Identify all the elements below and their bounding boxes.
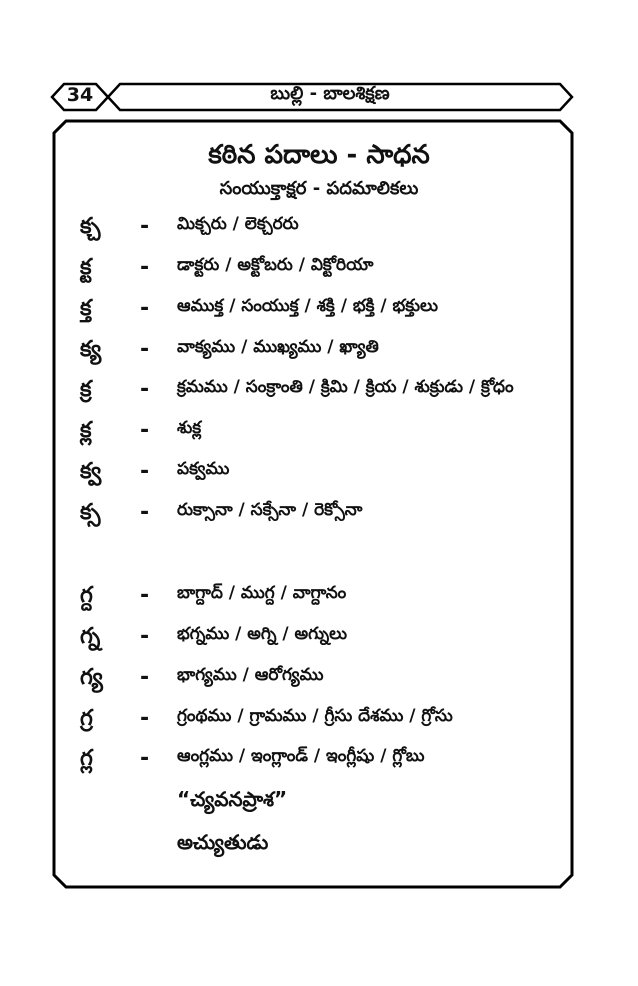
dash: - xyxy=(140,665,150,690)
list-item xyxy=(0,746,638,776)
word-list: క్రమము / సంక్రాంతి / క్రిమి / క్రియ / శుక్రుడు / క్రోధం xyxy=(177,377,514,397)
list-item xyxy=(0,296,638,326)
list-item xyxy=(0,706,638,736)
list-item xyxy=(0,337,638,367)
word-list: భాగ్యము / ఆరోగ్యము xyxy=(177,665,324,685)
list-item xyxy=(0,459,638,489)
conjunct-letter: క్త xyxy=(80,296,92,321)
conjunct-letter: క్ట xyxy=(80,255,92,280)
dash: - xyxy=(140,337,150,362)
dash: - xyxy=(140,624,150,649)
word-list: రుక్సానా / సక్సేనా / రెక్సోనా xyxy=(177,500,363,520)
conjunct-letter: గ్ర xyxy=(80,706,93,731)
dash: - xyxy=(140,583,150,608)
conjunct-letter: క్చ xyxy=(80,214,101,239)
list-item xyxy=(0,418,638,448)
conjunct-letter: గ్ద xyxy=(80,583,93,608)
extra-word: అచ్యుతుడు xyxy=(177,830,269,854)
dash: - xyxy=(140,418,150,443)
dash: - xyxy=(140,255,150,280)
list-item xyxy=(0,255,638,285)
word-list: మిక్చరు / లెక్చరరు xyxy=(177,214,299,234)
extra-word: “చ్యవనప్రాశ” xyxy=(177,787,288,811)
list-item xyxy=(0,665,638,695)
conjunct-letter: క్య xyxy=(80,337,102,362)
dash: - xyxy=(140,214,150,239)
conjunct-letter: గ్న xyxy=(80,624,101,649)
word-list: శుక్ల xyxy=(177,418,202,438)
dash: - xyxy=(140,746,150,771)
conjunct-letter: క్వ xyxy=(80,459,102,484)
conjunct-letter: గ్య xyxy=(80,665,103,690)
word-list: డాక్టరు / అక్టోబరు / విక్టోరియా xyxy=(177,255,374,275)
conjunct-letter: గ్ల xyxy=(80,746,93,771)
list-item xyxy=(0,583,638,613)
dash: - xyxy=(140,377,150,402)
word-list: వాక్యము / ముఖ్యము / ఖ్యాతి xyxy=(177,337,379,357)
dash: - xyxy=(140,459,150,484)
word-list: ఆంగ్లము / ఇంగ్లాండ్ / ఇంగ్లీషు / గ్లోబు xyxy=(177,746,425,766)
conjunct-letter: క్ర xyxy=(80,377,92,402)
dash: - xyxy=(140,500,150,525)
conjunct-letter: క్ల xyxy=(80,418,92,443)
list-item xyxy=(0,377,638,407)
conjunct-letter: క్స xyxy=(80,500,101,525)
page-number: 34 xyxy=(66,84,94,106)
word-list: బాగ్దాద్ / ముగ్ద / వాగ్దానం xyxy=(177,583,347,603)
word-list: భగ్నము / అగ్ని / అగ్నులు xyxy=(177,624,348,644)
dash: - xyxy=(140,706,150,731)
page-subtitle: సంయుక్తాక్షర - పదమాలికలు xyxy=(219,178,419,199)
page-title: కఠిన పదాలు - సాధన xyxy=(208,140,430,170)
list-item xyxy=(0,624,638,654)
list-item xyxy=(0,214,638,244)
word-list: పక్వము xyxy=(177,459,230,479)
word-list: ఆముక్త / సంయుక్త / శక్తి / భక్తి / భక్తులు xyxy=(177,296,438,316)
word-list: గ్రంథము / గ్రామము / గ్రీసు దేశము / గ్రోసు xyxy=(177,706,453,726)
list-item xyxy=(0,500,638,530)
running-title: బుల్లి - బాలశిక్షణ xyxy=(270,83,390,104)
dash: - xyxy=(140,296,150,321)
